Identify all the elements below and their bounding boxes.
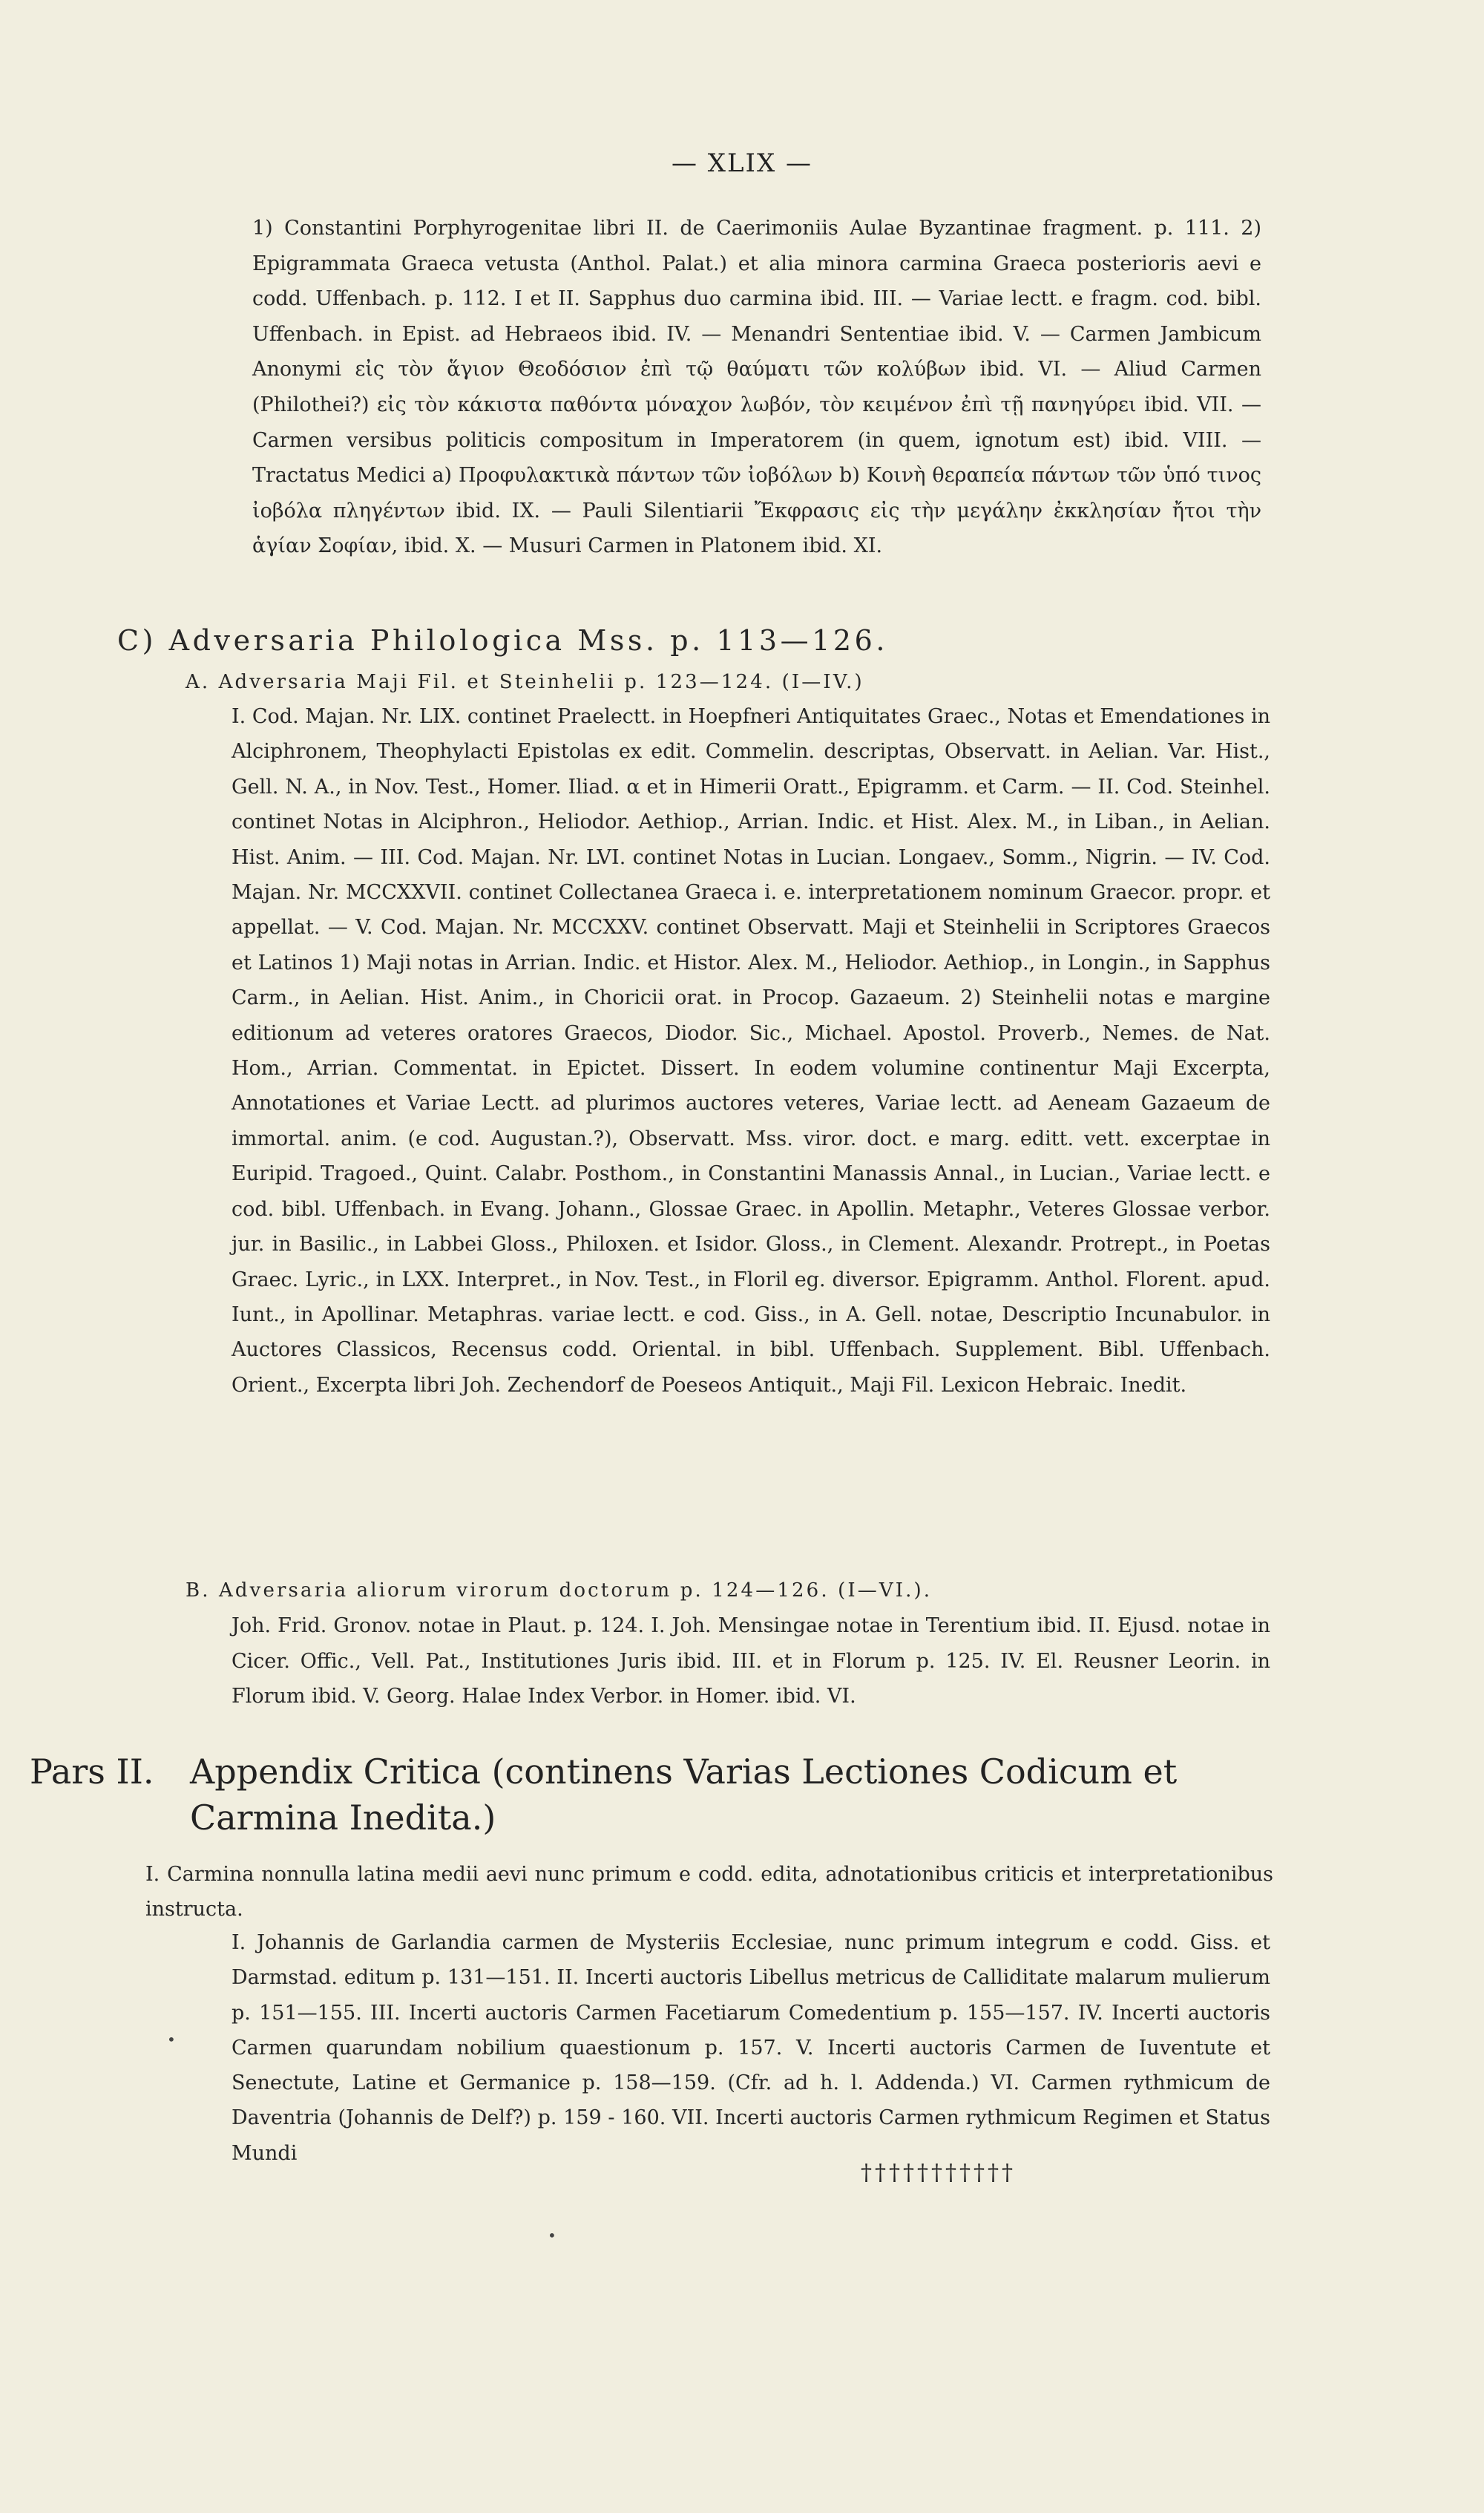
section-a-heading: A. Adversaria Maji Fil. et Steinhelii p. 123—124. (I—IV.)	[186, 671, 864, 693]
pars-label: Pars II.	[30, 1752, 154, 1792]
margin-mark-icon: •	[548, 2227, 556, 2244]
entry-carmina: I. Johannis de Garlandia carmen de Mysteriis Ecclesiae, nunc primum integrum e codd. Giss. et Darmstad. editum p. 131—151. II. Incerti auctoris Libellus metricus de Calliditate malarum mulierum p. 151—155. III. Incerti auctoris Carmen Facetiarum Comedentium p. 155—157. IV. Incerti auctoris Carmen quarundam nobilium quaestionum p. 157. V. Incerti auctoris Carmen de Iuventute et Senectute, Latine et Germanice p. 158—159. (Cfr. ad h. l. Addenda.) VI. Carmen rythmicum de Daventria (Johannis de Delf?) p. 159 - 160. VII. Incerti auctoris Carmen rythmicum Regimen et Status Mundi	[232, 1931, 1270, 2165]
pars-title: Appendix Critica (continens Varias Lectiones Codicum et Carmina Inedita.)	[190, 1752, 1178, 1838]
entry-adversaria-aliorum: Joh. Frid. Gronov. notae in Plaut. p. 124. I. Joh. Mensingae notae in Terentium ibid. II. Ejusd. notae in Cicer. Offic., Vell. Pat., Institutiones Juris ibid. III. et in Florum p. 125. IV. El. Reusner Leorin. in Florum ibid. V. Georg. Halae Index Verbor. in Homer. ibid. VI.	[232, 1614, 1270, 1708]
margin-mark-icon: •	[167, 2031, 176, 2048]
page-number: — XLIX —	[671, 148, 813, 178]
entry-codices-majan: I. Cod. Majan. Nr. LIX. continet Praelectt. in Hoepfneri Antiquitates Graec., Notas et Emendationes in Alciphronem, Theophylacti Epistolas ex edit. Commelin. descriptas, Observatt. in Aelian. Var. Hist., Gell. N. A., in Nov. Test., Homer. Iliad. α et in Himerii Oratt., Epigramm. et Carm. — II. Cod. Steinhel. continet Notas in Alciphron., Heliodor. Aethiop., Arrian. Indic. et Hist. Alex. M., in Liban., in Aelian. Hist. Anim. — III. Cod. Majan. Nr. LVI. continet Notas in Lucian. Longaev., Somm., Nigrin. — IV. Cod. Majan. Nr. MCCXXVII. continet Collectanea Graeca i. e. interpretationem nominum Graecor. propr. et appellat. — V. Cod. Majan. Nr. MCCXXV. continet Observatt. Maji et Steinhelii in Scriptores Graecos et Latinos 1) Maji notas in Arrian. Indic. et Histor. Alex. M., Heliodor. Aethiop., in Longin., in Sapphus Carm., in Aelian. Hist. Anim., in Choricii orat. in Procop. Gazaeum. 2) Steinhelii notas e margine editionum ad veteres oratores Graecos, Diodor. Sic., Michael. Apostol. Proverb., Nemes. de Nat. Hom., Arrian. Commentat. in Epictet. Dissert. In eodem volumine continentur Maji Excerpta, Annotationes et Variae Lectt. ad plurimos auctores veteres, Variae lectt. ad Aeneam Gazaeum de immortal. anim. (e cod. Augustan.?), Observatt. Mss. viror. doct. e marg. editt. vett. excerptae in Euripid. Tragoed., Quint. Calabr. Posthom., in Constantini Manassis Annal., in Lucian., Variae lectt. e cod. bibl. Uffenbach. in Evang. Johann., Glossae Graec. in Apollin. Metaphr., Veteres Glossae verbor. jur. in Basilic., in Labbei Gloss., Philoxen. et Isidor. Gloss., in Clement. Alexandr. Protrept., in Poetas Graec. Lyric., in LXX. Interpret., in Nov. Test., in Floril eg. diversor. Epigramm. Anthol. Florent. apud. Iunt., in Apollinar. Metaphras. variae lectt. e cod. Giss., in A. Gell. notae, Descriptio Incunabulor. in Auctores Classicos, Recensus codd. Oriental. in bibl. Uffenbach. Supplement. Bibl. Uffenbach. Orient., Excerpta libri Joh. Zechendorf de Poeseos Antiquit., Maji Fil. Lexicon Hebraic. Inedit.	[232, 705, 1270, 1397]
section-b-heading: B. Adversaria aliorum virorum doctorum p. 124—126. (I—VI.).	[186, 1579, 933, 1602]
dagger-row: †††††††††††	[861, 2160, 1016, 2186]
entry-constantini: 1) Constantini Porphyrogenitae libri II. de Caerimoniis Aulae Byzantinae fragment. p. 111. 2) Epigrammata Graeca vetusta (Anthol. Palat.) et alia minora carmina Graeca posterioris aevi e codd. Uffenbach. p. 112. I et II. Sapphus duo carmina ibid. III. — Variae lectt. e fragm. cod. bibl. Uffenbach. in Epist. ad Hebraeos ibid. IV. — Menandri Sententiae ibid. V. — Carmen Jambicum Anonymi εἰς τὸν ἅγιον Θεοδόσιον ἐπὶ τῷ θαύματι τῶν κολύβων ibid. VI. — Aliud Carmen (Philothei?) εἰς τὸν κάκιστα παθόντα μόναχον λωβόν, τὸν κειμένον ἐπὶ τῇ πανηγύρει ibid. VII. — Carmen versibus politicis compositum in Imperatorem (in quem, ignotum est) ibid. VIII. — Tractatus Medici a) Προφυλακτικὰ πάντων τῶν ἰοβόλων b) Κοινὴ θεραπεία πάντων τῶν ὑπό τινος ἰοβόλα πληγέντων ibid. IX. — Pauli Silentiarii Ἔκφρασις εἰς τὴν μεγάλην ἐκκλησίαν ἤτοι τὴν ἁγίαν Σοφίαν, ibid. X. — Musuri Carmen in Platonem ibid. XI.	[252, 217, 1261, 558]
section-i-heading: I. Carmina nonnulla latina medii aevi nunc primum e codd. edita, adnotationibus criticis et interpretationibus instructa.	[145, 1863, 1273, 1921]
section-c-heading: C) Adversaria Philologica Mss. p. 113—126.	[117, 624, 889, 657]
